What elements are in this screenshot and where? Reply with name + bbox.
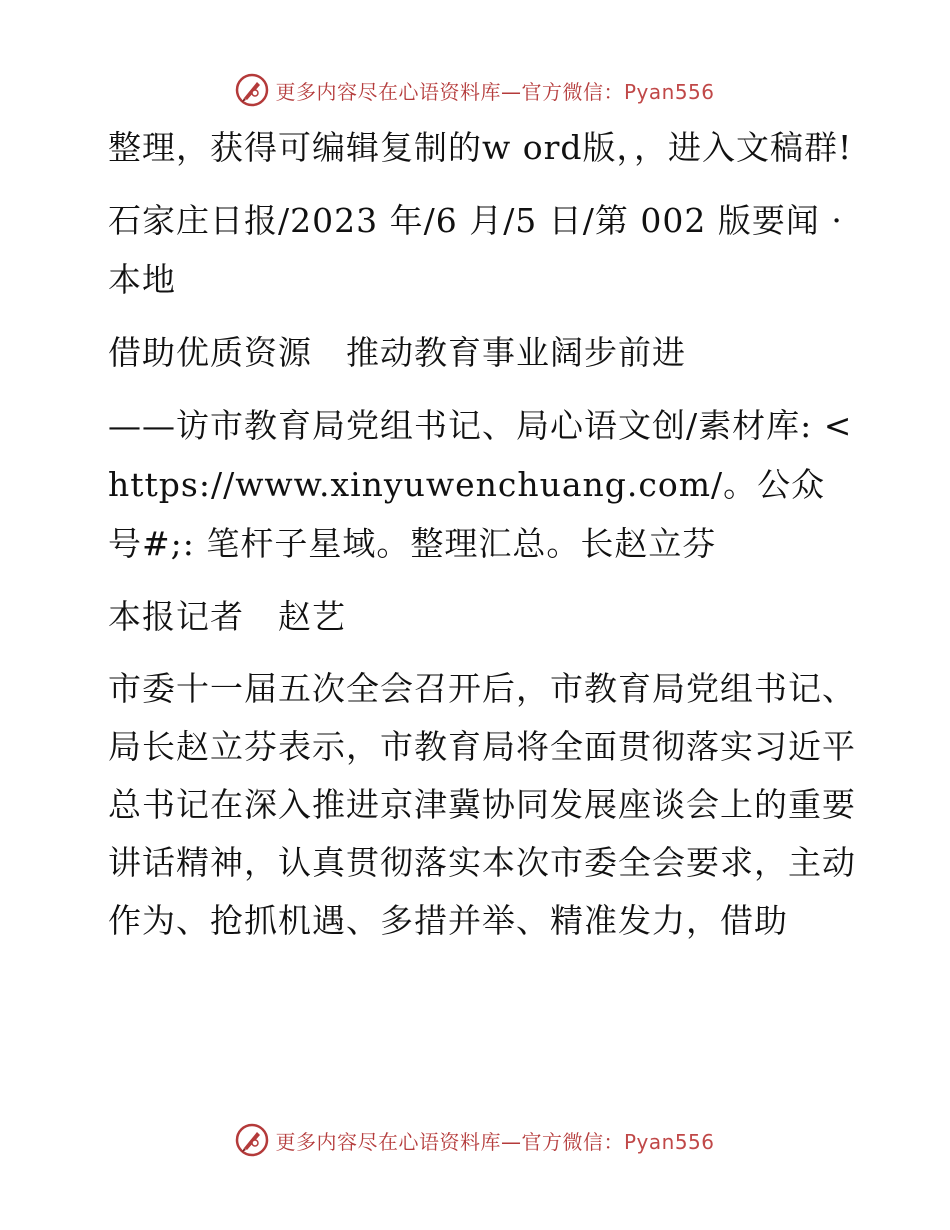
banner-separator: — [500,79,522,104]
article-title: 借助优质资源 推动教育事业阔步前进 [108,333,686,372]
banner-text [275,76,714,105]
intro-paragraph: 整理，获得可编辑复制的w ord版，，进入文稿群! [108,128,853,167]
banner-site-text: 更多内容尽在心语资料库 [275,79,501,104]
banner-wechat-label: 官方微信： [521,1129,624,1154]
banner-wechat-id: Pyan556 [623,1129,715,1154]
article-subtitle: ——访市教育局党组书记、局心语文创/素材库: <https://www.xinyuwenchuang.com/。公众号#;: 笔杆子星域。整理汇总。长赵立芬 [108,406,853,563]
banner-wechat-label: 官方微信： [521,79,624,104]
banner-site-text: 更多内容尽在心语资料库 [275,1129,501,1154]
banner-text [275,1126,714,1155]
quill-pen-logo-icon [235,1123,269,1157]
byline: 本报记者 赵艺 [108,597,346,636]
header-banner [0,70,950,110]
body-paragraph: 市委十一届五次全会召开后，市教育局党组书记、局长赵立芬表示，市教育局将全面贯彻落实习近平总书记在深入推进京津冀协同发展座谈会上的重要讲话精神，认真贯彻落实本次市委全会要求，主动作为、抢抓机遇、多措并举、精准发力，借助 [108,669,856,940]
source-line: 石家庄日报/2023 年/6 月/5 日/第 002 版要闻 · 本地 [108,201,843,299]
banner-separator: — [500,1129,522,1154]
document-body [98,118,858,964]
banner-wechat-id: Pyan556 [623,79,715,104]
footer-banner [0,1120,950,1160]
quill-pen-logo-icon [235,73,269,107]
